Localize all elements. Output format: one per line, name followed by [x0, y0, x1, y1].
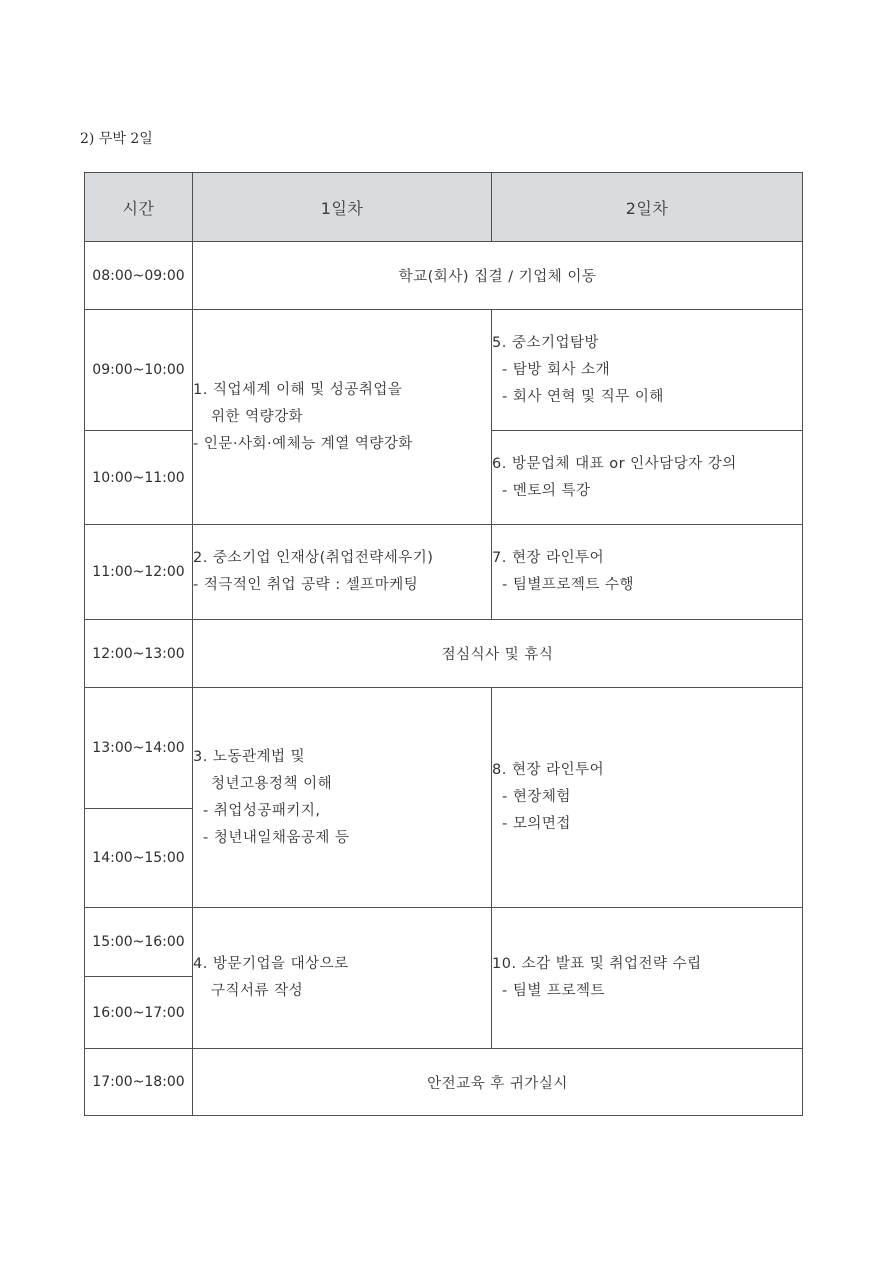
table-row: [85, 688, 803, 809]
item-title-cont: 구직서류 작성: [211, 983, 304, 999]
item-title: 7. 현장 라인투어: [492, 550, 605, 566]
day1-item4: [193, 908, 492, 1049]
item-sub: - 현장체험: [502, 789, 571, 805]
time-cell: 10:00~11:00: [85, 431, 193, 525]
time-cell: 08:00~09:00: [85, 242, 193, 310]
time-cell: 11:00~12:00: [85, 525, 193, 620]
schedule-table: [84, 172, 803, 1116]
day2-item10: [492, 908, 803, 1049]
item-sub: - 인문·사회·예체능 계열 역량강화: [193, 435, 413, 452]
item-title: 5. 중소기업탐방: [492, 334, 599, 351]
item-sub: - 청년내일채움공제 등: [203, 829, 350, 846]
day2-item8: [492, 688, 803, 908]
item-title: 3. 노동관계법 및: [193, 748, 306, 765]
table-row: [85, 620, 803, 688]
table-row: [85, 310, 803, 431]
item-sub: - 적극적인 취업 공략 : 셀프마케팅: [193, 577, 419, 593]
header-time: 시간: [85, 173, 193, 242]
time-cell: 13:00~14:00: [85, 688, 193, 809]
item-title-cont: 위한 역량강화: [211, 408, 304, 425]
item-title: 6. 방문업체 대표 or 인사담당자 강의: [492, 455, 737, 472]
gathering-cell: 학교(회사) 집결 / 기업체 이동: [193, 242, 803, 310]
day1-item2: [193, 525, 492, 620]
item-title-cont: 청년고용정책 이해: [211, 775, 333, 792]
lunch-cell: 점심식사 및 휴식: [193, 620, 803, 688]
table-row: [85, 525, 803, 620]
day2-item5: [492, 310, 803, 431]
item-sub: - 멘토의 특강: [502, 482, 591, 499]
day2-item6: [492, 431, 803, 525]
time-cell: 17:00~18:00: [85, 1049, 193, 1116]
header-day2: 2일차: [492, 173, 803, 242]
time-cell: 12:00~13:00: [85, 620, 193, 688]
item-sub: - 팀별프로젝트 수행: [502, 577, 635, 593]
header-row: [85, 173, 803, 242]
item-title: 1. 직업세계 이해 및 성공취업을: [193, 381, 403, 398]
time-cell: 15:00~16:00: [85, 908, 193, 977]
item-sub: - 회사 연혁 및 직무 이해: [502, 388, 664, 405]
day1-item1: [193, 310, 492, 525]
item-sub: - 탐방 회사 소개: [502, 361, 611, 378]
day1-item3: [193, 688, 492, 908]
table-row: [85, 242, 803, 310]
time-cell: 16:00~17:00: [85, 977, 193, 1049]
item-title: 4. 방문기업을 대상으로: [193, 956, 349, 972]
table-row: [85, 1049, 803, 1116]
section-heading: 2) 무박 2일: [80, 131, 153, 147]
return-cell: 안전교육 후 귀가실시: [193, 1049, 803, 1116]
table-row: [85, 908, 803, 977]
time-cell: 09:00~10:00: [85, 310, 193, 431]
item-title: 8. 현장 라인투어: [492, 762, 605, 778]
day2-item7: [492, 525, 803, 620]
header-day1: 1일차: [193, 173, 492, 242]
item-title: 2. 중소기업 인재상(취업전략세우기): [193, 550, 434, 566]
item-sub: - 모의면접: [502, 816, 571, 832]
item-sub: - 팀별 프로젝트: [502, 983, 605, 999]
item-title: 10. 소감 발표 및 취업전략 수립: [492, 956, 702, 972]
time-cell: 14:00~15:00: [85, 809, 193, 908]
item-sub: - 취업성공패키지,: [203, 802, 321, 819]
